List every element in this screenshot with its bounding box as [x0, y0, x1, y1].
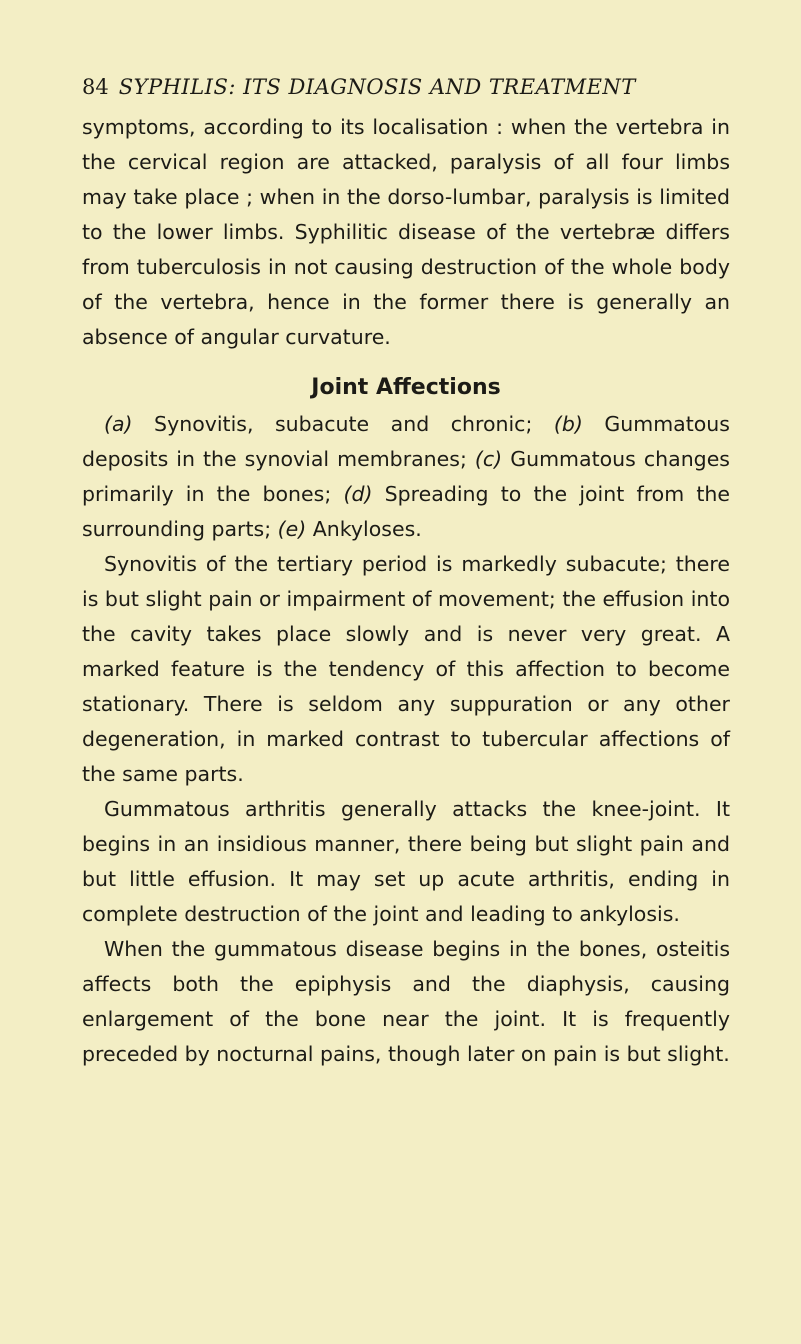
- list-marker-a: (a): [104, 412, 133, 436]
- paragraph-bone-disease: When the gummatous disease begins in the bones, osteitis affects both the epiphysis and the diaphysis, causing enlargement of the bone near the joint. It is frequently preceded by nocturnal pains, though later on pain is but slight.: [82, 937, 730, 1066]
- list-text-b: Gummatous deposits in the synovial membranes;: [82, 412, 730, 471]
- paragraph-list: [82, 407, 730, 547]
- running-head: [82, 75, 722, 99]
- body-text: [82, 110, 730, 1072]
- paragraph-synovitis: Synovitis of the tertiary period is markedly subacute; there is but slight pain or impairment of movement; the effusion into the cavity takes place slowly and is never very great. A marked feature is the tendency of this affection to become stationary. There is seldom any suppuration or any other degeneration, in marked contrast to tubercular affections of the same parts.: [82, 552, 730, 786]
- page-number: 84: [82, 75, 109, 99]
- paragraph-vertebra: symptoms, according to its localisation : when the vertebra in the cervical region are attacked, paralysis of all four limbs may take place ; when in the dorso-lumbar, paralysis is limited to the lower limbs. Syphilitic disease of the vertebræ differs from tuberculosis in not causing destruction of the whole body of the vertebra, hence in the former there is generally an absence of angular curvature.: [82, 115, 730, 349]
- section-heading: Joint Affections: [311, 375, 501, 400]
- list-marker-c: (c): [474, 447, 503, 471]
- running-title: SYPHILIS: ITS DIAGNOSIS AND TREATMENT: [118, 75, 636, 99]
- list-text-d: Spreading to the joint from the surrounding parts;: [82, 482, 731, 541]
- list-marker-e: (e): [277, 517, 307, 541]
- paragraph-gummatous-arthritis: Gummatous arthritis generally attacks the knee-joint. It begins in an insidious manner, there being but slight pain and but little effusion. It may set up acute arthritis, ending in complete destruction of the joint and leading to ankylosis.: [82, 797, 730, 926]
- list-text-c: Gummatous changes primarily in the bones;: [82, 447, 730, 506]
- list-marker-b: (b): [553, 412, 583, 436]
- list-text-a: Synovitis, subacute and chronic;: [132, 412, 554, 436]
- list-text-e: Ankyloses.: [306, 517, 422, 541]
- list-marker-d: (d): [343, 482, 373, 506]
